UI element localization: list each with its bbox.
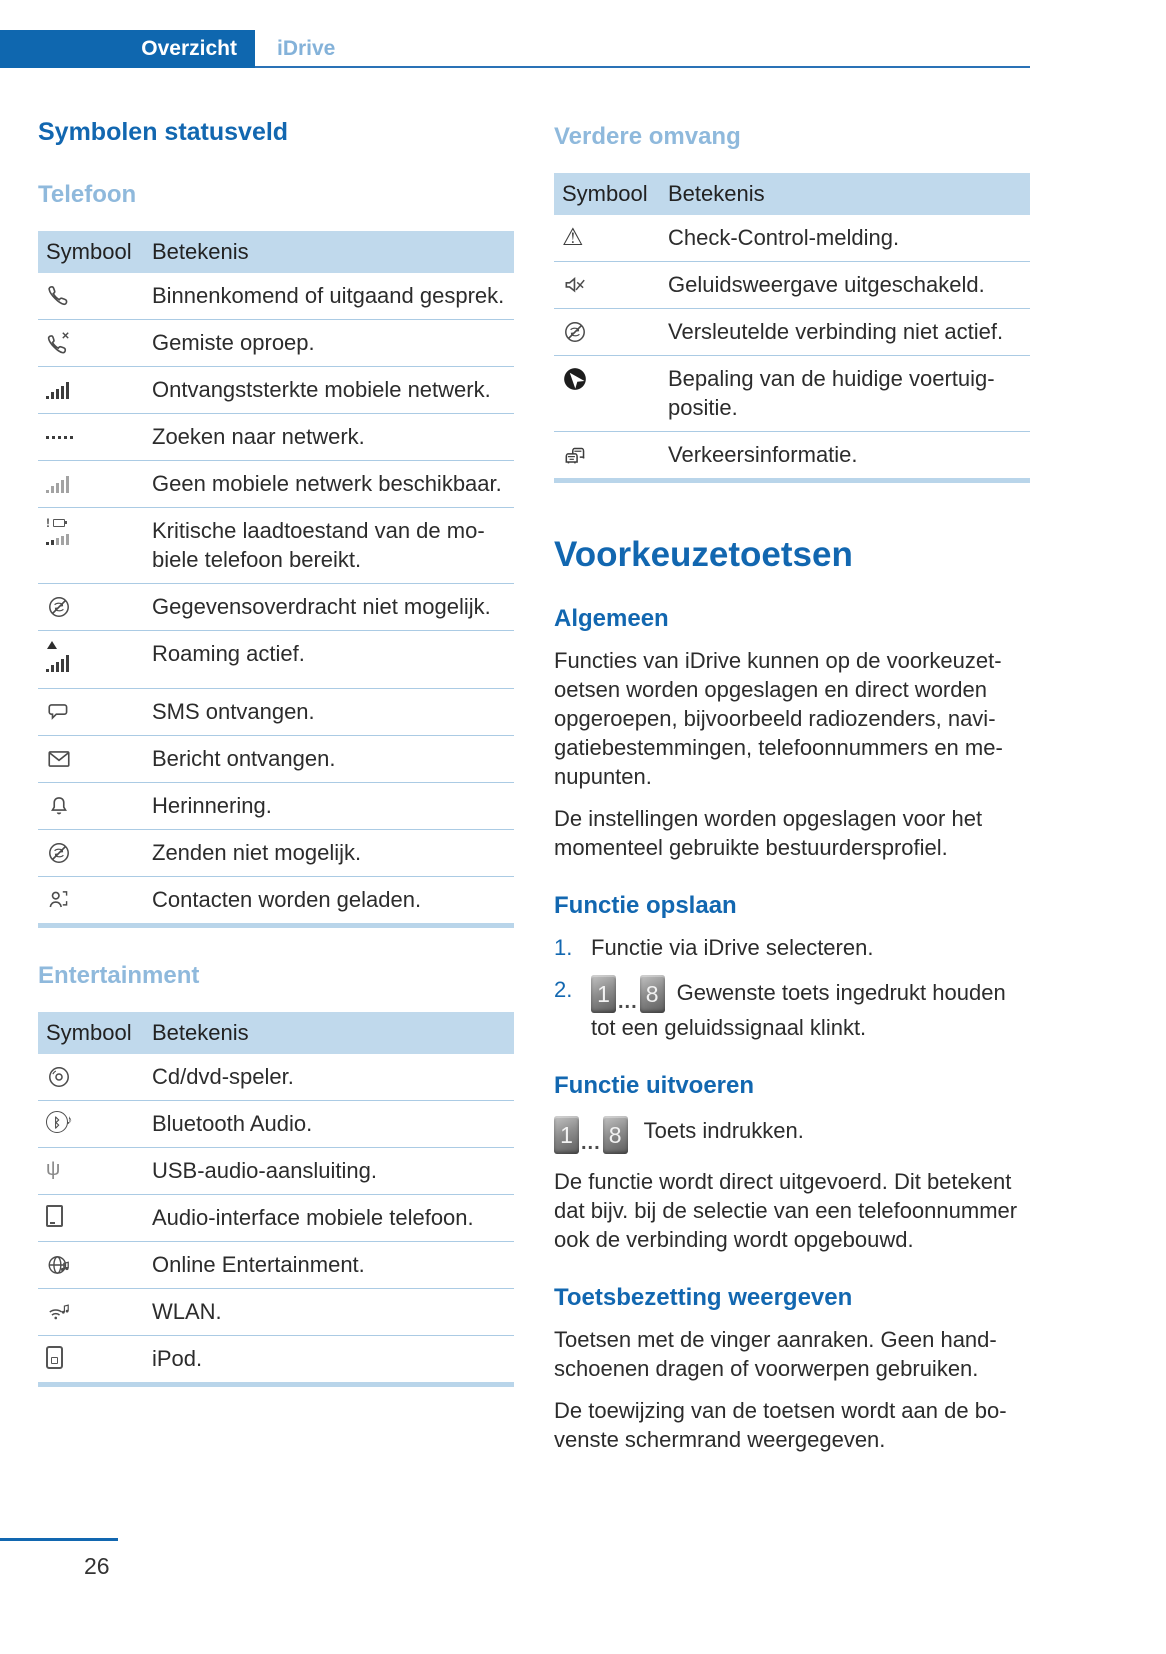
table-cell: Bluetooth Audio. [152, 1111, 313, 1136]
roaming-icon [46, 639, 152, 679]
table-row [38, 782, 514, 829]
usb-audio-icon: ψ [46, 1158, 61, 1180]
step-text: 1 ... 8 Gewenste toets ingedrukt houden tot een geluidssignaal klinkt. [591, 975, 1030, 1042]
table-cell: Ontvangststerkte mobiele netwerk. [152, 377, 491, 402]
table-cell: Zoeken naar netwerk. [152, 424, 365, 449]
subsection-telefoon: Telefoon [38, 181, 137, 208]
paragraph: De instellingen worden opgeslagen voor het momenteel gebruikte bestuurdersprofiel. [554, 806, 983, 860]
heading-functie-uitvoeren: Functie uitvoeren [554, 1072, 755, 1099]
battery-critical-icon: ! [46, 516, 152, 545]
ordered-steps [554, 933, 1030, 1042]
table-row [554, 261, 1030, 308]
ellipsis: ... [581, 1132, 601, 1154]
signal-strength-icon [46, 375, 152, 399]
table-cell: Binnenkomend of uitgaand gesprek. [152, 283, 505, 308]
chapter-tab-inactive [277, 30, 335, 68]
table-cell: Geen mobiele netwerk beschikbaar. [152, 471, 502, 496]
call-icon [46, 281, 152, 309]
message-icon [46, 744, 152, 772]
table-cell: USB-audio-aansluiting. [152, 1158, 378, 1183]
execute-instruction [554, 1116, 1030, 1154]
heading-algemeen: Algemeen [554, 605, 669, 632]
preset-key-1: 1 [554, 1116, 579, 1154]
table-row [38, 273, 514, 319]
header-rule [255, 66, 1030, 68]
subsection-verdere-omvang: Verdere omvang [554, 123, 741, 150]
network-search-icon [46, 422, 152, 446]
table-row [38, 319, 514, 366]
missed-call-icon [46, 328, 152, 356]
table-row [38, 507, 514, 583]
heading-functie-opslaan: Functie opslaan [554, 892, 737, 919]
table-row [38, 366, 514, 413]
paragraph: De functie wordt direct uitgevoerd. Dit betekent dat bijv. bij de selectie van een telefoonnummer ook de verbinding wordt opgebouwd. [554, 1169, 1018, 1252]
preset-key-8: 8 [603, 1116, 628, 1154]
no-network-icon [46, 469, 152, 493]
page-number: 26 [84, 1553, 110, 1579]
table-row [554, 431, 1030, 478]
contacts-loading-icon [46, 885, 152, 913]
chapter-tab-active-label: Overzicht [141, 37, 237, 60]
step-item [554, 933, 1030, 962]
col-meaning: Betekenis [152, 1020, 249, 1045]
bluetooth-audio-icon: ᛒ ♪ [46, 1109, 152, 1134]
cd-dvd-icon [46, 1062, 152, 1090]
chapter-heading: Voorkeuzetoetsen [554, 535, 853, 574]
table-row [554, 215, 1030, 261]
table-cell: WLAN. [152, 1299, 222, 1324]
table-cell: Audio-interface mobiele telefoon. [152, 1205, 474, 1230]
instruction-text: Toets indrukken. [643, 1118, 804, 1143]
sound-off-icon [562, 270, 668, 298]
online-entertainment-icon [46, 1250, 152, 1278]
table-row [38, 460, 514, 507]
sms-icon [46, 697, 152, 725]
page-header [0, 30, 1166, 68]
table-cell: Contacten worden geladen. [152, 887, 422, 912]
table-header [554, 173, 1030, 215]
col-symbol: Symbool [46, 1020, 132, 1045]
col-symbol: Symbool [562, 181, 648, 206]
table-row [38, 1335, 514, 1382]
reminder-icon [46, 791, 152, 819]
preset-keys-range [591, 975, 665, 1013]
table-row [38, 1147, 514, 1194]
table-row [38, 688, 514, 735]
col-symbol: Symbool [46, 239, 132, 264]
paragraph: De toewijzing van de toetsen wordt aan de bovenste schermrand weergegeven. [554, 1398, 1007, 1452]
preset-keys-range [554, 1116, 628, 1154]
table-cell: Check-Control-melding. [668, 225, 900, 250]
paragraph: Functies van iDrive kunnen op de voorkeuzetoetsen worden opgeslagen en direct worden opgeroepen, bijvoorbeeld radiozenders, navigatiebestemmingen, telefoonnummers en menupunten. [554, 648, 1003, 789]
table-cell: SMS ontvangen. [152, 699, 315, 724]
subsection-entertainment: Entertainment [38, 962, 200, 989]
table-cell: Kritische laadtoestand van de mobiele telefoon bereikt. [152, 518, 485, 572]
chapter-tab-active [0, 30, 255, 68]
table-row [38, 1288, 514, 1335]
table-row [38, 583, 514, 630]
table-cell: Zenden niet mogelijk. [152, 840, 362, 865]
check-control-icon: ⚠ [562, 224, 584, 251]
table-cell: Geluidsweergave uitgeschakeld. [668, 272, 985, 297]
vehicle-position-icon [562, 364, 668, 392]
table-cell: iPod. [152, 1346, 203, 1371]
footer-rule [0, 1538, 118, 1541]
ipod-icon [46, 1344, 152, 1369]
phone-audio-interface-icon [46, 1203, 152, 1227]
table-cell: Gemiste oproep. [152, 330, 315, 355]
table-row [38, 876, 514, 923]
table-row [38, 735, 514, 782]
table-cell: Roaming actief. [152, 641, 305, 666]
verdere-omvang-table [554, 173, 1030, 483]
table-row [38, 1241, 514, 1288]
table-cell: Cd/dvd-speler. [152, 1064, 294, 1089]
table-cell: Herinnering. [152, 793, 272, 818]
col-meaning: Betekenis [668, 181, 765, 206]
no-send-icon [46, 838, 152, 866]
ellipsis: ... [618, 991, 638, 1013]
section-title: Symbolen statusveld [38, 118, 289, 146]
right-column [554, 68, 1030, 1454]
table-end-bar [554, 478, 1030, 483]
step-item [554, 975, 1030, 1042]
no-data-transfer-icon [46, 592, 152, 620]
table-cell: Gegevensoverdracht niet mogelijk. [152, 594, 491, 619]
chapter-tab-inactive-label: iDrive [277, 37, 336, 60]
preset-key-1: 1 [591, 975, 616, 1013]
paragraph: Toetsen met de vinger aanraken. Geen handschoenen dragen of voorwerpen gebruiken. [554, 1327, 997, 1381]
table-row [38, 1100, 514, 1147]
entertainment-table [38, 1012, 514, 1387]
preset-key-8: 8 [640, 975, 665, 1013]
table-cell: Verkeersinformatie. [668, 442, 858, 467]
table-cell: Bepaling van de huidige voertuigpositie. [668, 366, 995, 420]
table-header [38, 1012, 514, 1054]
table-cell: Online Entertainment. [152, 1252, 365, 1277]
col-meaning: Betekenis [152, 239, 249, 264]
table-row [38, 1194, 514, 1241]
encrypted-connection-icon [562, 317, 668, 345]
telefoon-table [38, 231, 514, 928]
table-row [554, 308, 1030, 355]
step-number: 1. [554, 935, 573, 960]
step-text: Functie via iDrive selecteren. [591, 935, 874, 960]
table-row [38, 829, 514, 876]
wlan-icon [46, 1297, 152, 1325]
table-end-bar [38, 1382, 514, 1387]
table-cell: Bericht ontvangen. [152, 746, 336, 771]
table-row [38, 413, 514, 460]
traffic-info-icon [562, 440, 668, 468]
heading-toetsbezetting: Toetsbezetting weergeven [554, 1284, 853, 1311]
table-row [38, 630, 514, 688]
table-row [554, 355, 1030, 431]
table-cell: Versleutelde verbinding niet actief. [668, 319, 1004, 344]
page-footer [0, 1538, 118, 1580]
table-header [38, 231, 514, 273]
table-end-bar [38, 923, 514, 928]
left-column [38, 68, 514, 1387]
step-number: 2. [554, 977, 573, 1002]
table-row [38, 1054, 514, 1100]
